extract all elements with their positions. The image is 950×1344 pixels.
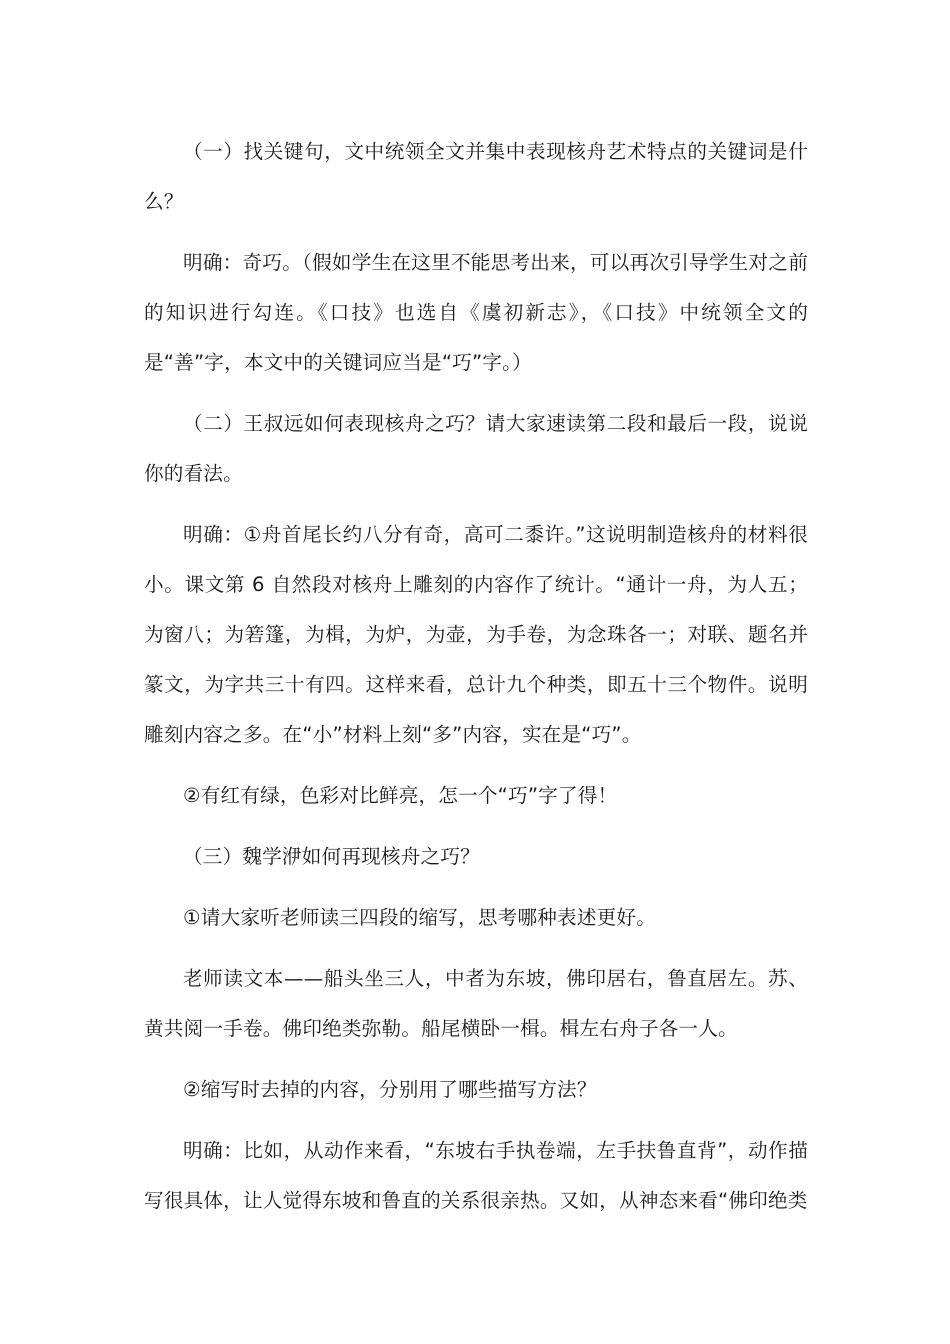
question-1-paragraph: （一）找关键句，文中统领全文并集中表现核舟艺术特点的关键词是什么？ <box>144 140 808 213</box>
question-2-paragraph: （二）王叔远如何表现核舟之巧？请大家速读第二段和最后一段，说说你的看法。 <box>144 412 808 485</box>
document-body <box>144 127 808 1237</box>
question-3-paragraph: （三）魏学洢如何再现核舟之巧？ <box>183 845 480 868</box>
teacher-reading-paragraph: 老师读文本——船头坐三人，中者为东坡，佛印居右，鲁直居左。苏、黄共阅一手卷。佛印绝类弥勒。船尾横卧一楫。楫左右舟子各一人。 <box>144 967 808 1040</box>
answer-2-point-2-paragraph: ②有红有绿，色彩对比鲜亮，怎一个“巧”字了得！ <box>183 784 618 807</box>
answer-2-paragraph: 明确：①舟首尾长约八分有奇，高可二黍许。”这说明制造核舟的材料很小。课文第 6 自然段对核舟上雕刻的内容作了统计。“通计一舟，为人五；为窗八；为箬篷，为楫，为炉，为壶，为手卷，为念珠各一；对联、题名并篆文，为字共三十有四。这样来看，总计九个种类，即五十三个物件。说明雕刻内容之多。在“小”材料上刻“多”内容，实在是“巧”。 <box>144 523 808 746</box>
task-1-paragraph: ①请大家听老师读三四段的缩写，思考哪种表述更好。 <box>183 906 657 929</box>
answer-3-paragraph: 明确：比如，从动作来看，“东坡右手执卷端，左手扶鲁直背”，动作描写很具体，让人觉得东坡和鲁直的关系很亲热。又如，从神态来看“佛印绝类 <box>144 1139 808 1212</box>
answer-1-paragraph: 明确：奇巧。（假如学生在这里不能思考出来，可以再次引导学生对之前的知识进行勾连。《口技》也选自《虞初新志》，《口技》中统领全文的是“善”字，本文中的关键词应当是“巧”字。） <box>144 251 808 374</box>
task-2-paragraph: ②缩写时去掉的内容，分别用了哪些描写方法？ <box>183 1078 597 1101</box>
